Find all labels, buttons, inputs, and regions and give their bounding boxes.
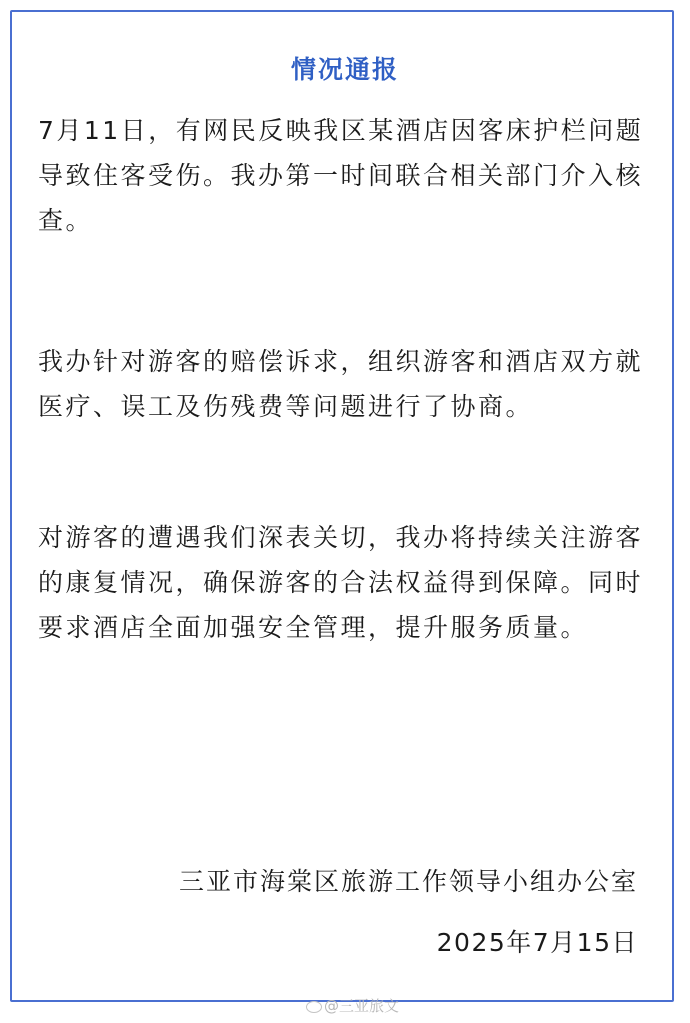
notice-paragraph-2: 我办针对游客的赔偿诉求，组织游客和酒店双方就医疗、误工及伤残费等问题进行了协商。: [38, 347, 644, 421]
issue-date: 2025年7月15日: [436, 928, 638, 957]
weibo-icon: [306, 1001, 322, 1013]
notice-paragraph-3: 对游客的遭遇我们深表关切，我办将持续关注游客的康复情况，确保游客的合法权益得到保障。同时要求酒店全面加强安全管理，提升服务质量。: [38, 523, 644, 642]
watermark-text: @三亚旅文: [324, 997, 400, 1015]
watermark: [306, 995, 399, 1016]
issuer-signature: 三亚市海棠区旅游工作领导小组办公室: [178, 867, 638, 896]
notice-title: 情况通报: [290, 55, 399, 84]
notice-paragraph-1: 7月11日，有网民反映我区某酒店因客床护栏问题导致住客受伤。我办第一时间联合相关部门介入核查。: [38, 116, 644, 235]
